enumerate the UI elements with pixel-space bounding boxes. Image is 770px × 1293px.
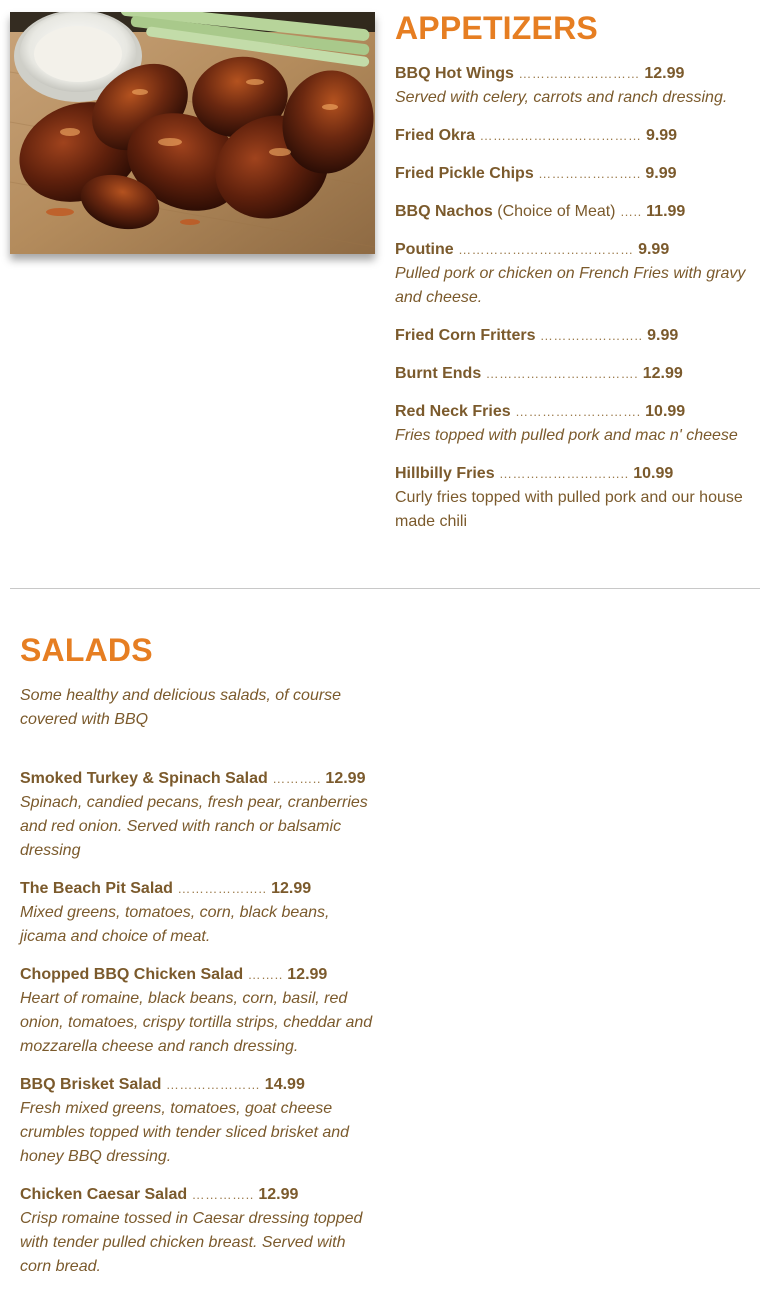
menu-item-price: 12.99 — [258, 1186, 299, 1203]
menu-item-name: Smoked Turkey & Spinach Salad — [20, 770, 268, 787]
menu-item-leader-dots: ………………….. — [538, 166, 641, 181]
menu-item-description: Curly fries topped with pulled pork and our house made chili — [395, 489, 743, 530]
menu-item-line — [20, 767, 380, 791]
menu-item — [395, 162, 755, 186]
appetizers-title: APPETIZERS — [395, 10, 598, 46]
menu-item-name: Fried Okra — [395, 127, 476, 144]
menu-item-leader-dots: ……………….. — [177, 881, 267, 896]
menu-item — [395, 362, 755, 386]
menu-item-name: BBQ Hot Wings — [395, 65, 514, 82]
menu-item-line — [20, 877, 380, 901]
menu-item-price: 9.99 — [645, 165, 677, 182]
menu-item-qualifier: (Choice of Meat) — [492, 203, 616, 220]
menu-item-price: 10.99 — [633, 465, 674, 482]
menu-item-leader-dots: ……………………….. — [499, 466, 629, 481]
menu-item-line — [395, 362, 755, 386]
menu-item-description: Fries topped with pulled pork and mac n' cheese — [395, 427, 738, 444]
menu-item-name: Fried Corn Fritters — [395, 327, 536, 344]
section-divider — [10, 588, 760, 589]
menu-item — [20, 1073, 380, 1169]
salads-title: SALADS — [20, 632, 153, 668]
salads-intro: Some healthy and delicious salads, of course covered with BBQ — [20, 687, 342, 728]
menu-item-name: Poutine — [395, 241, 454, 258]
menu-item-price: 9.99 — [645, 127, 678, 144]
menu-item-line — [395, 200, 755, 224]
menu-item-price: 12.99 — [287, 966, 328, 983]
appetizers-menu — [395, 8, 755, 548]
menu-item — [395, 200, 755, 224]
menu-item-leader-dots: ………….. — [191, 1187, 254, 1202]
menu-item-description: Crisp romaine tossed in Caesar dressing topped with tender pulled chicken breast. Served with corn bread. — [20, 1210, 363, 1275]
menu-item-name: Fried Pickle Chips — [395, 165, 534, 182]
menu-item — [20, 963, 380, 1059]
menu-item — [395, 324, 755, 348]
menu-item-name: Chopped BBQ Chicken Salad — [20, 966, 244, 983]
menu-item — [395, 238, 755, 310]
menu-item-name: The Beach Pit Salad — [20, 880, 173, 897]
menu-item-price: 9.99 — [647, 327, 679, 344]
bbq-wings-photo — [10, 12, 375, 254]
menu-item-name: Red Neck Fries — [395, 403, 511, 420]
menu-item-name: BBQ Nachos — [395, 203, 493, 220]
menu-item-description: Heart of romaine, black beans, corn, basil, red onion, tomatoes, crispy tortilla strips, cheddar and mozzarella cheese and ranch dressing. — [20, 990, 373, 1055]
menu-item-line — [20, 963, 380, 987]
menu-item — [395, 400, 755, 448]
menu-item-line — [20, 1073, 380, 1097]
menu-item-description: Fresh mixed greens, tomatoes, goat cheese crumbles topped with tender sliced brisket and honey BBQ dressing. — [20, 1100, 350, 1165]
menu-item-leader-dots: ……………………… — [518, 66, 640, 81]
menu-item-leader-dots: ……………………………. — [485, 366, 639, 381]
menu-item-leader-dots: ………………… — [165, 1077, 261, 1092]
menu-item-leader-dots: ……….. — [272, 771, 321, 786]
menu-item-leader-dots: ……………………………… — [479, 128, 642, 143]
menu-item — [20, 877, 380, 949]
menu-item-line — [395, 400, 755, 424]
appetizers-list — [395, 62, 755, 534]
menu-item-price: 12.99 — [644, 65, 685, 82]
menu-item-price: 10.99 — [645, 403, 686, 420]
menu-item-name: Hillbilly Fries — [395, 465, 495, 482]
menu-item-price: 11.99 — [646, 203, 686, 220]
menu-item-line — [395, 462, 755, 486]
menu-item-price: 14.99 — [264, 1076, 305, 1093]
menu-item-leader-dots: …….. — [247, 967, 283, 982]
menu-item — [395, 62, 755, 110]
menu-item-price: 12.99 — [325, 770, 366, 787]
menu-item-price: 12.99 — [271, 880, 312, 897]
menu-item-name: Burnt Ends — [395, 365, 482, 382]
menu-item-description: Spinach, candied pecans, fresh pear, cranberries and red onion. Served with ranch or balsamic dressing — [20, 794, 368, 859]
menu-item-line — [395, 324, 755, 348]
menu-item-leader-dots: ….. — [619, 204, 642, 219]
menu-item — [395, 462, 755, 534]
menu-item-name: BBQ Brisket Salad — [20, 1076, 162, 1093]
salads-section — [20, 628, 380, 1293]
menu-item — [395, 124, 755, 148]
menu-item-description: Served with celery, carrots and ranch dressing. — [395, 89, 728, 106]
menu-item-price: 9.99 — [638, 241, 670, 258]
menu-item-line — [395, 124, 755, 148]
menu-item-leader-dots: ………………….. — [539, 328, 643, 343]
menu-item-line — [395, 238, 755, 262]
menu-item-line — [395, 62, 755, 86]
menu-item-leader-dots: ………………………. — [515, 404, 641, 419]
menu-item — [20, 1183, 380, 1279]
menu-item-description: Mixed greens, tomatoes, corn, black beans, jicama and choice of meat. — [20, 904, 330, 945]
menu-item-price: 12.99 — [642, 365, 683, 382]
menu-item-leader-dots: ………………………………… — [458, 242, 634, 257]
menu-item-name: Chicken Caesar Salad — [20, 1186, 188, 1203]
menu-item — [20, 767, 380, 863]
salads-list — [20, 767, 380, 1279]
menu-item-description: Pulled pork or chicken on French Fries with gravy and cheese. — [395, 265, 746, 306]
menu-item-line — [20, 1183, 380, 1207]
menu-item-line — [395, 162, 755, 186]
